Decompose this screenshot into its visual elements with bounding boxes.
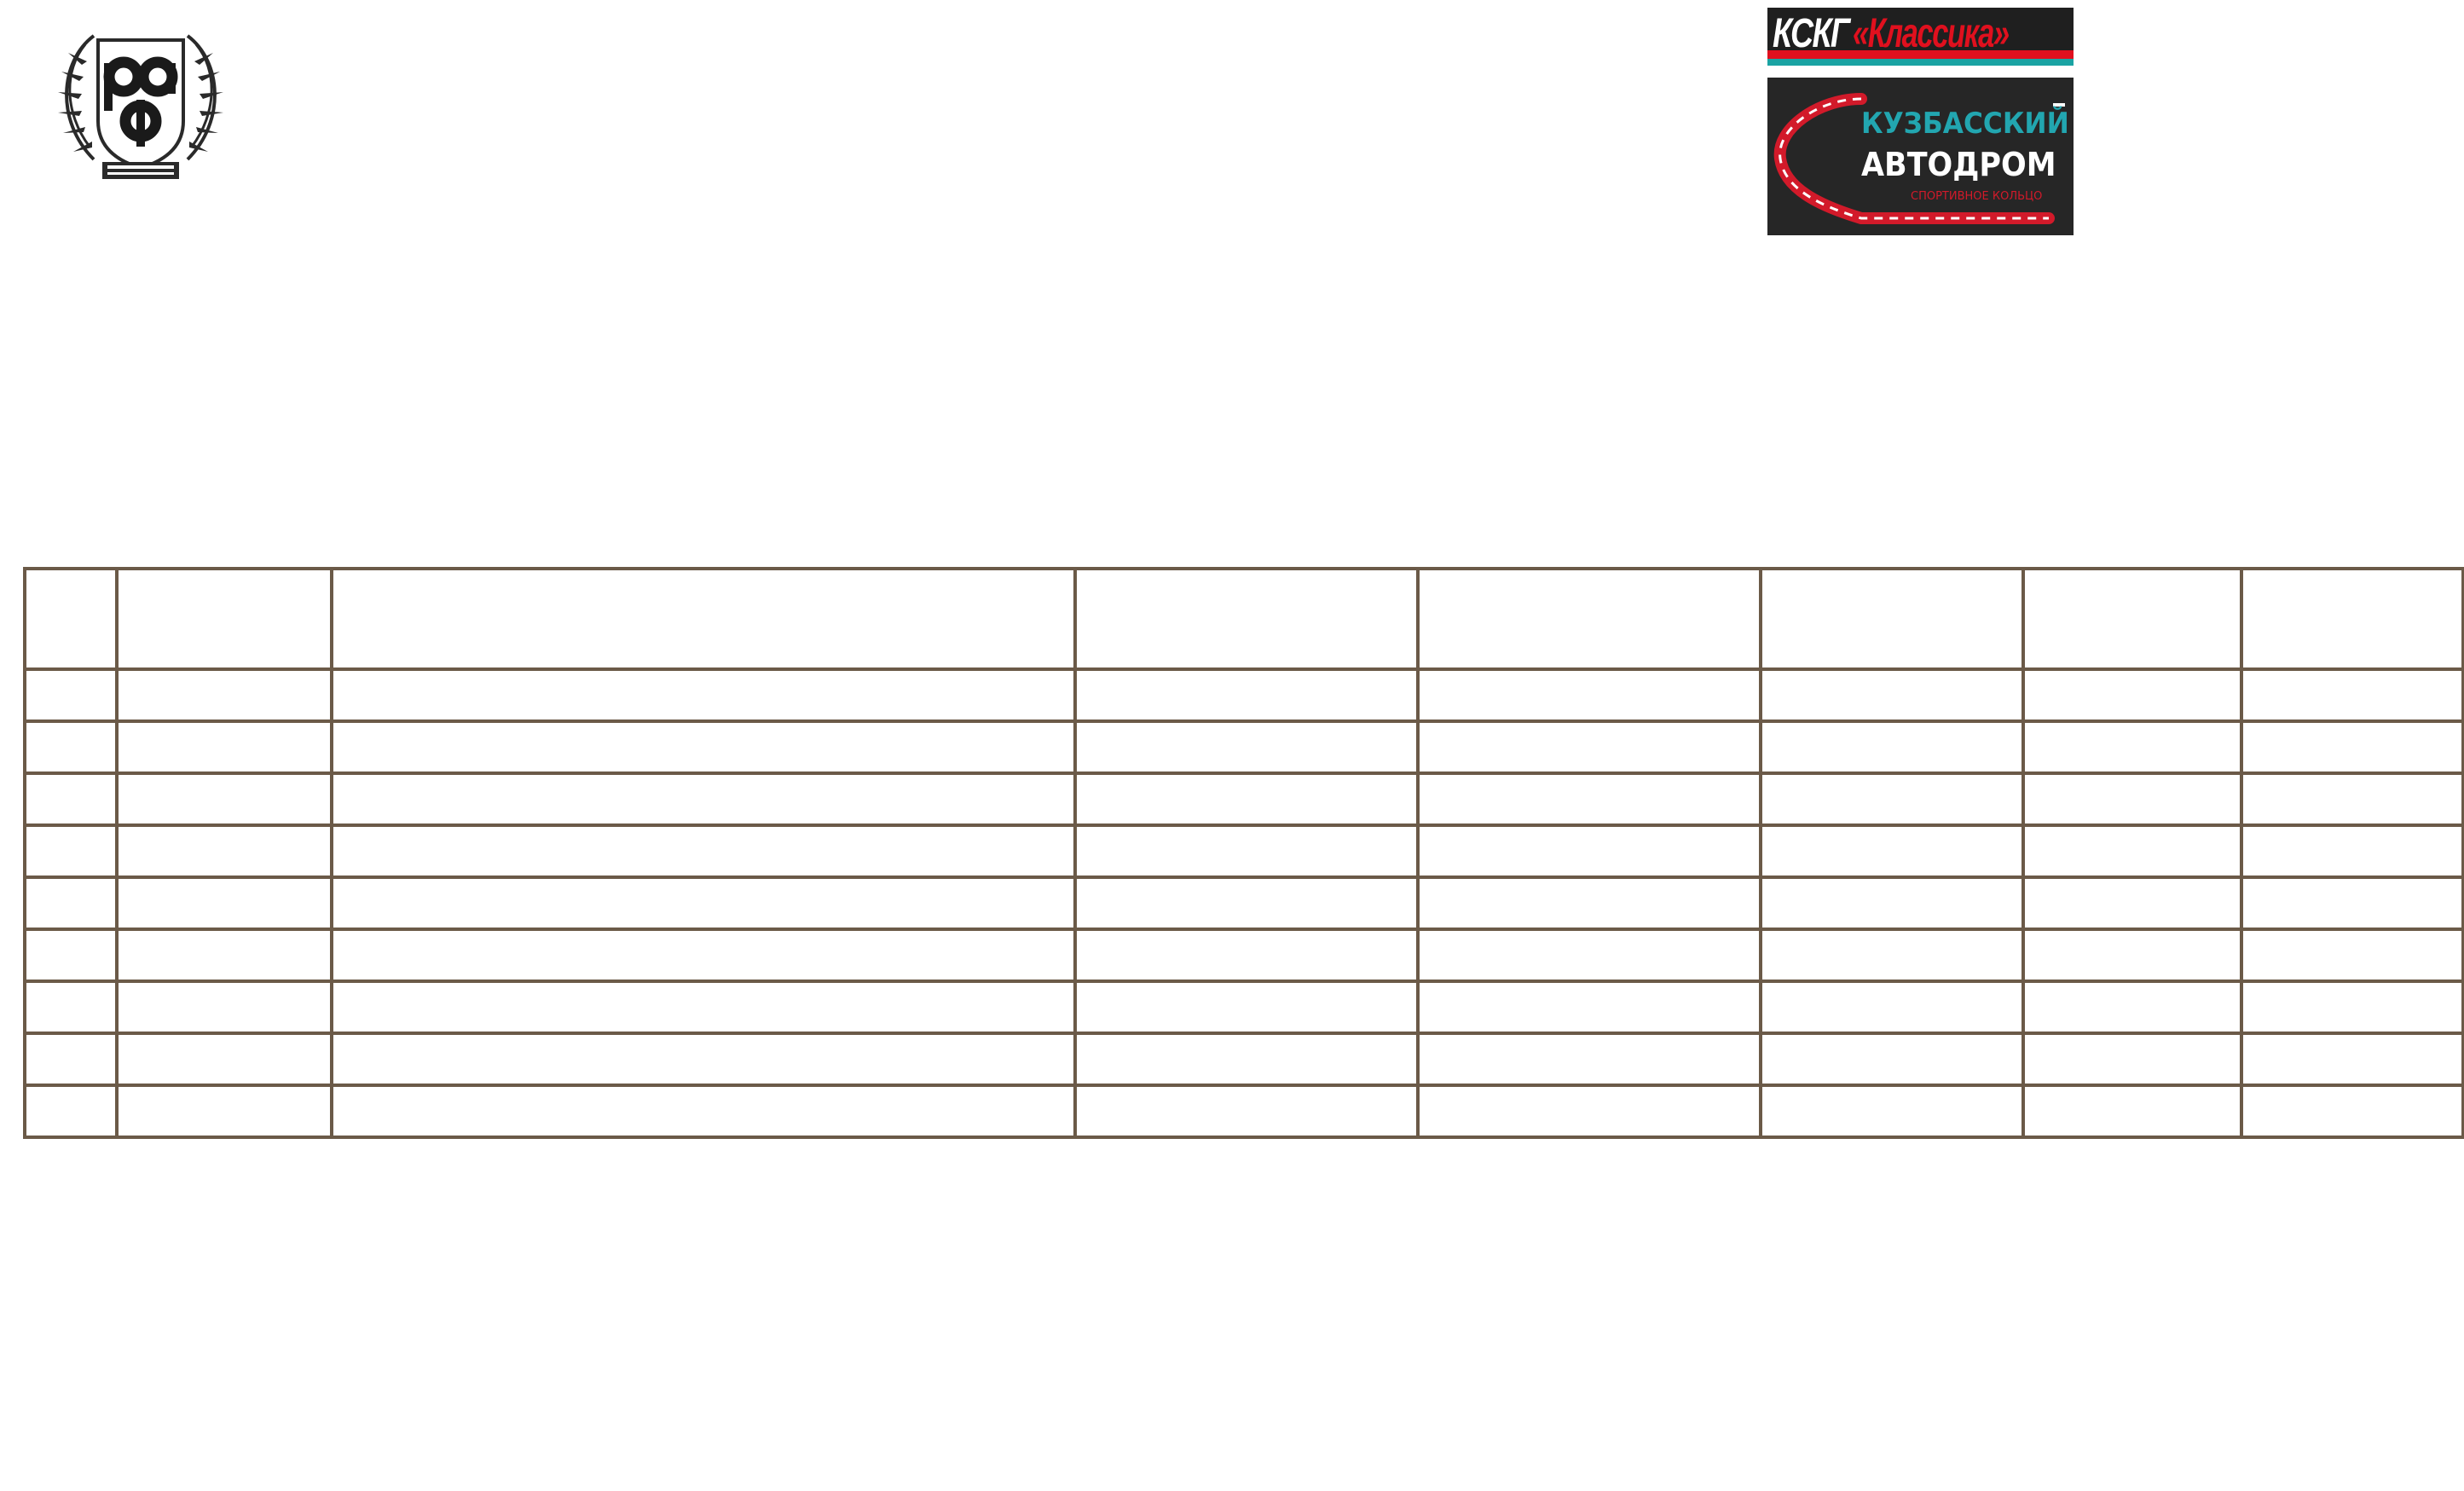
table-cell bbox=[2241, 929, 2463, 981]
table-cell bbox=[1761, 929, 2023, 981]
logo-kuzbass-text: КУЗБАССКИЙ bbox=[1861, 107, 2069, 141]
table-cell bbox=[2023, 981, 2241, 1033]
table-cell bbox=[332, 1085, 1075, 1137]
table-header-cell bbox=[1418, 569, 1761, 669]
table-row bbox=[25, 721, 2463, 773]
table-cell bbox=[1761, 877, 2023, 929]
logo-teal-stripe bbox=[1767, 59, 2074, 66]
table-cell bbox=[117, 669, 332, 721]
table-cell bbox=[1418, 1033, 1761, 1085]
table-cell bbox=[332, 669, 1075, 721]
table-cell bbox=[2241, 877, 2463, 929]
table-row bbox=[25, 877, 2463, 929]
table-cell bbox=[1075, 877, 1418, 929]
table-cell bbox=[2023, 825, 2241, 877]
table-cell bbox=[2023, 1033, 2241, 1085]
table-cell bbox=[117, 773, 332, 825]
table-header-row bbox=[25, 569, 2463, 669]
table-cell bbox=[25, 669, 117, 721]
logo-avtodrom-text: АВТОДРОМ bbox=[1861, 146, 2056, 183]
avtodrom-logo bbox=[1767, 78, 2074, 235]
table-cell bbox=[1075, 929, 1418, 981]
table-cell bbox=[1418, 773, 1761, 825]
table-cell bbox=[1418, 825, 1761, 877]
table-cell bbox=[2023, 877, 2241, 929]
table-row bbox=[25, 981, 2463, 1033]
table-cell bbox=[117, 825, 332, 877]
table-cell bbox=[1761, 825, 2023, 877]
table-header-cell bbox=[117, 569, 332, 669]
table-header-cell bbox=[2023, 569, 2241, 669]
table-cell bbox=[1075, 773, 1418, 825]
table-cell bbox=[25, 981, 117, 1033]
table-row bbox=[25, 1033, 2463, 1085]
table-cell bbox=[1761, 981, 2023, 1033]
table-cell bbox=[1075, 721, 1418, 773]
table-cell bbox=[2023, 1085, 2241, 1137]
table-cell bbox=[1075, 1085, 1418, 1137]
table-cell bbox=[2023, 669, 2241, 721]
table-cell bbox=[332, 929, 1075, 981]
table-cell bbox=[1761, 721, 2023, 773]
table-cell bbox=[332, 773, 1075, 825]
logo-kskg-text: КСКГ bbox=[1773, 11, 1849, 56]
table-cell bbox=[332, 877, 1075, 929]
logo-sport-ring-text: СПОРТИВНОЕ КОЛЬЦО bbox=[1911, 190, 2043, 203]
table-cell bbox=[1761, 669, 2023, 721]
table-cell bbox=[25, 877, 117, 929]
table-cell bbox=[2241, 1033, 2463, 1085]
table-header-cell bbox=[1761, 569, 2023, 669]
results-table bbox=[23, 567, 2464, 1139]
table-cell bbox=[2241, 669, 2463, 721]
table-cell bbox=[332, 721, 1075, 773]
table-cell bbox=[1761, 773, 2023, 825]
table-cell bbox=[25, 721, 117, 773]
table-cell bbox=[1418, 721, 1761, 773]
table-header-cell bbox=[1075, 569, 1418, 669]
table-cell bbox=[1075, 825, 1418, 877]
table-cell bbox=[25, 1033, 117, 1085]
table-cell bbox=[2023, 773, 2241, 825]
table-cell bbox=[117, 1033, 332, 1085]
table-row bbox=[25, 1085, 2463, 1137]
table-cell bbox=[117, 1085, 332, 1137]
table-cell bbox=[25, 929, 117, 981]
logo-klassika-text: «Классика» bbox=[1853, 11, 2009, 56]
table-cell bbox=[2023, 929, 2241, 981]
table-cell bbox=[1418, 981, 1761, 1033]
table-row bbox=[25, 825, 2463, 877]
table-cell bbox=[2241, 1085, 2463, 1137]
raf-emblem-icon bbox=[43, 19, 239, 189]
table-cell bbox=[25, 1085, 117, 1137]
table-cell bbox=[117, 721, 332, 773]
table-cell bbox=[25, 773, 117, 825]
table-cell bbox=[1418, 669, 1761, 721]
table-cell bbox=[117, 929, 332, 981]
table-row bbox=[25, 773, 2463, 825]
table-cell bbox=[117, 877, 332, 929]
table-cell bbox=[1418, 877, 1761, 929]
table-cell bbox=[25, 825, 117, 877]
table-cell bbox=[1075, 1033, 1418, 1085]
table-cell bbox=[2241, 825, 2463, 877]
table-cell bbox=[2241, 773, 2463, 825]
table-row bbox=[25, 929, 2463, 981]
table-header-cell bbox=[332, 569, 1075, 669]
table-cell bbox=[1418, 929, 1761, 981]
table-header-cell bbox=[2241, 569, 2463, 669]
table-cell bbox=[1418, 1085, 1761, 1137]
table-cell bbox=[332, 981, 1075, 1033]
table-cell bbox=[117, 981, 332, 1033]
table-cell bbox=[2023, 721, 2241, 773]
table-cell bbox=[1075, 669, 1418, 721]
klassika-logo bbox=[1767, 8, 2074, 66]
table-cell bbox=[2241, 721, 2463, 773]
table-cell bbox=[332, 825, 1075, 877]
table-cell bbox=[332, 1033, 1075, 1085]
table-cell bbox=[1761, 1085, 2023, 1137]
table-cell bbox=[1075, 981, 1418, 1033]
table-cell bbox=[2241, 981, 2463, 1033]
table-row bbox=[25, 669, 2463, 721]
table-header-cell bbox=[25, 569, 117, 669]
raf-logo bbox=[43, 19, 239, 189]
table-cell bbox=[1761, 1033, 2023, 1085]
